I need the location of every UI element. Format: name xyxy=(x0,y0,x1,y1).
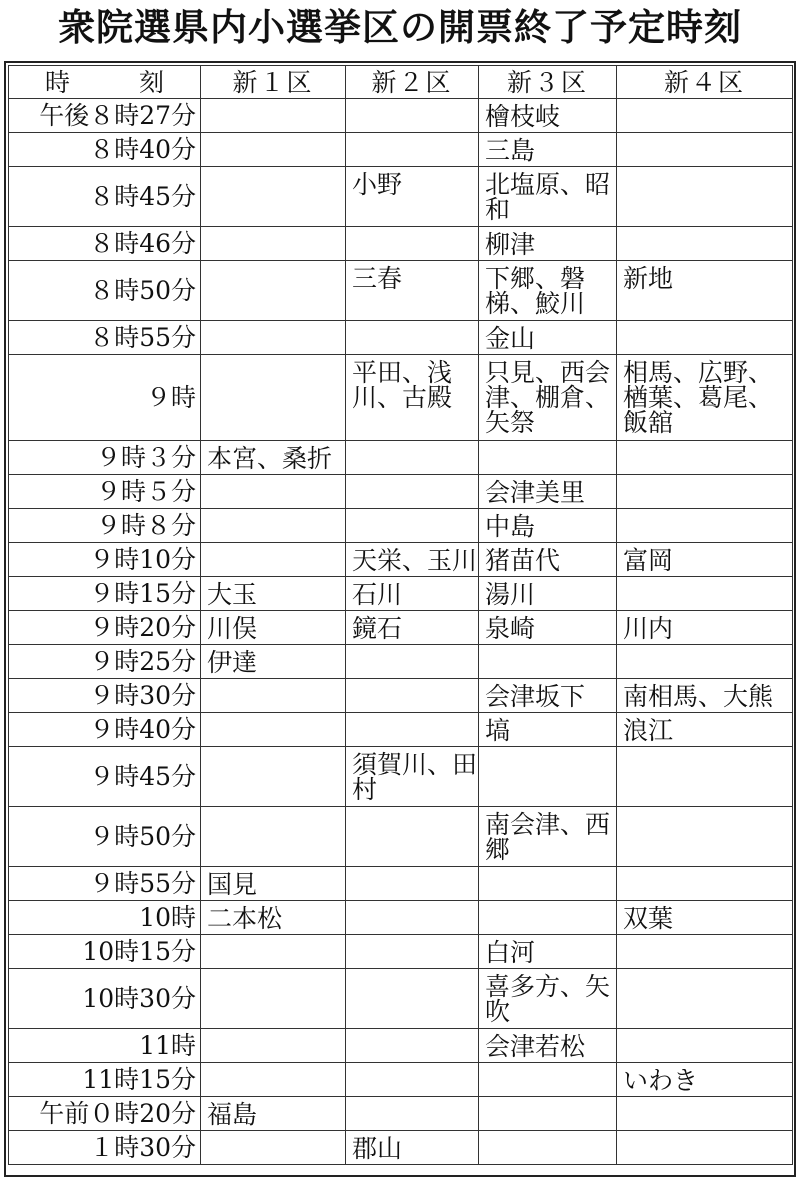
time-cell: ８時45分 xyxy=(9,167,201,227)
district-3-cell xyxy=(479,747,617,807)
district-4-cell xyxy=(617,475,793,509)
table-row xyxy=(9,1029,793,1063)
district-1-cell xyxy=(201,1029,346,1063)
district-4-cell: 富岡 xyxy=(617,543,793,577)
district-4-cell xyxy=(617,747,793,807)
table-row xyxy=(9,441,793,475)
district-4-cell xyxy=(617,321,793,355)
header-district-1: 新１区 xyxy=(201,66,346,99)
district-3-cell: 柳津 xyxy=(479,227,617,261)
time-cell: ８時50分 xyxy=(9,261,201,321)
district-4-cell xyxy=(617,867,793,901)
time-cell: 11時15分 xyxy=(9,1063,201,1097)
district-1-cell: 川俣 xyxy=(201,611,346,645)
district-1-cell xyxy=(201,713,346,747)
district-2-cell xyxy=(346,807,479,867)
district-2-cell xyxy=(346,321,479,355)
district-1-cell xyxy=(201,355,346,441)
time-cell: 10時15分 xyxy=(9,935,201,969)
district-2-cell xyxy=(346,1029,479,1063)
time-cell: ９時45分 xyxy=(9,747,201,807)
time-cell: 午後８時27分 xyxy=(9,99,201,133)
district-4-cell: 新地 xyxy=(617,261,793,321)
district-3-cell: 泉崎 xyxy=(479,611,617,645)
district-2-cell xyxy=(346,227,479,261)
district-2-cell: 三春 xyxy=(346,261,479,321)
district-4-cell xyxy=(617,167,793,227)
page-title: 衆院選県内小選挙区の開票終了予定時刻 xyxy=(58,6,742,49)
table-row xyxy=(9,167,793,227)
district-1-cell xyxy=(201,261,346,321)
district-3-cell: 喜多方、矢吹 xyxy=(479,969,617,1029)
district-2-cell xyxy=(346,441,479,475)
district-3-cell: 会津坂下 xyxy=(479,679,617,713)
district-2-cell xyxy=(346,99,479,133)
district-2-cell xyxy=(346,867,479,901)
time-cell: ９時55分 xyxy=(9,867,201,901)
district-1-cell xyxy=(201,935,346,969)
district-3-cell: 湯川 xyxy=(479,577,617,611)
table-row xyxy=(9,611,793,645)
time-cell: ８時55分 xyxy=(9,321,201,355)
time-cell: ９時15分 xyxy=(9,577,201,611)
district-4-cell: 南相馬、大熊 xyxy=(617,679,793,713)
district-2-cell: 天栄、玉川 xyxy=(346,543,479,577)
district-1-cell: 二本松 xyxy=(201,901,346,935)
table-row xyxy=(9,901,793,935)
district-1-cell: 本宮、桑折 xyxy=(201,441,346,475)
table-row xyxy=(9,713,793,747)
district-2-cell xyxy=(346,713,479,747)
district-3-cell: 下郷、磐梯、鮫川 xyxy=(479,261,617,321)
district-3-cell xyxy=(479,1097,617,1131)
time-cell: ９時 xyxy=(9,355,201,441)
district-1-cell xyxy=(201,475,346,509)
table-row xyxy=(9,577,793,611)
district-4-cell xyxy=(617,807,793,867)
table-row xyxy=(9,321,793,355)
district-4-cell xyxy=(617,1131,793,1165)
time-cell: ９時５分 xyxy=(9,475,201,509)
district-3-cell: 北塩原、昭和 xyxy=(479,167,617,227)
district-4-cell xyxy=(617,227,793,261)
district-4-cell xyxy=(617,969,793,1029)
district-3-cell: 猪苗代 xyxy=(479,543,617,577)
district-3-cell xyxy=(479,1131,617,1165)
table-row xyxy=(9,261,793,321)
time-cell: ９時10分 xyxy=(9,543,201,577)
district-2-cell xyxy=(346,935,479,969)
district-1-cell xyxy=(201,1131,346,1165)
table-row xyxy=(9,679,793,713)
table-row xyxy=(9,543,793,577)
district-4-cell xyxy=(617,441,793,475)
district-4-cell xyxy=(617,133,793,167)
district-4-cell: 双葉 xyxy=(617,901,793,935)
district-2-cell: 平田、浅川、古殿 xyxy=(346,355,479,441)
district-4-cell xyxy=(617,645,793,679)
district-1-cell xyxy=(201,509,346,543)
district-3-cell xyxy=(479,1063,617,1097)
table-row xyxy=(9,807,793,867)
district-3-cell: 中島 xyxy=(479,509,617,543)
district-4-cell xyxy=(617,1097,793,1131)
time-cell: ９時20分 xyxy=(9,611,201,645)
header-district-3: 新３区 xyxy=(479,66,617,99)
district-4-cell xyxy=(617,509,793,543)
district-1-cell xyxy=(201,99,346,133)
district-1-cell xyxy=(201,747,346,807)
time-cell: 10時30分 xyxy=(9,969,201,1029)
time-cell: 11時 xyxy=(9,1029,201,1063)
district-2-cell xyxy=(346,1097,479,1131)
district-2-cell xyxy=(346,645,479,679)
district-1-cell xyxy=(201,321,346,355)
district-1-cell: 伊達 xyxy=(201,645,346,679)
district-3-cell xyxy=(479,867,617,901)
district-1-cell xyxy=(201,969,346,1029)
district-3-cell: 金山 xyxy=(479,321,617,355)
district-4-cell: 相馬、広野、楢葉、葛尾、飯舘 xyxy=(617,355,793,441)
table-row xyxy=(9,99,793,133)
district-3-cell: 会津美里 xyxy=(479,475,617,509)
district-2-cell: 須賀川、田村 xyxy=(346,747,479,807)
district-1-cell xyxy=(201,543,346,577)
table-row xyxy=(9,867,793,901)
time-cell: ９時40分 xyxy=(9,713,201,747)
district-2-cell xyxy=(346,1063,479,1097)
district-2-cell xyxy=(346,901,479,935)
district-2-cell: 石川 xyxy=(346,577,479,611)
district-4-cell xyxy=(617,935,793,969)
time-cell: ８時46分 xyxy=(9,227,201,261)
district-4-cell: いわき xyxy=(617,1063,793,1097)
district-4-cell xyxy=(617,577,793,611)
table-row xyxy=(9,227,793,261)
time-cell: 午前０時20分 xyxy=(9,1097,201,1131)
district-2-cell: 鏡石 xyxy=(346,611,479,645)
district-1-cell: 大玉 xyxy=(201,577,346,611)
time-cell: ９時３分 xyxy=(9,441,201,475)
district-4-cell xyxy=(617,1029,793,1063)
district-2-cell xyxy=(346,133,479,167)
district-3-cell: 塙 xyxy=(479,713,617,747)
table-row xyxy=(9,133,793,167)
time-cell: ９時30分 xyxy=(9,679,201,713)
district-2-cell xyxy=(346,475,479,509)
district-2-cell xyxy=(346,969,479,1029)
district-3-cell: 南会津、西郷 xyxy=(479,807,617,867)
district-2-cell xyxy=(346,679,479,713)
district-2-cell: 小野 xyxy=(346,167,479,227)
district-2-cell: 郡山 xyxy=(346,1131,479,1165)
time-cell: ９時25分 xyxy=(9,645,201,679)
district-3-cell xyxy=(479,441,617,475)
header-district-4: 新４区 xyxy=(617,66,793,99)
counting-schedule-table xyxy=(8,65,793,1165)
district-4-cell xyxy=(617,99,793,133)
district-3-cell: 三島 xyxy=(479,133,617,167)
table-row xyxy=(9,1097,793,1131)
district-3-cell: 只見、西会津、棚倉、矢祭 xyxy=(479,355,617,441)
time-cell: 10時 xyxy=(9,901,201,935)
header-time: 時 刻 xyxy=(9,66,201,99)
header-row xyxy=(9,66,793,99)
time-cell: ８時40分 xyxy=(9,133,201,167)
district-1-cell xyxy=(201,167,346,227)
district-3-cell xyxy=(479,645,617,679)
table-row xyxy=(9,935,793,969)
table-row xyxy=(9,475,793,509)
district-1-cell: 国見 xyxy=(201,867,346,901)
table-row xyxy=(9,645,793,679)
district-4-cell: 川内 xyxy=(617,611,793,645)
header-district-2: 新２区 xyxy=(346,66,479,99)
district-3-cell: 白河 xyxy=(479,935,617,969)
district-1-cell xyxy=(201,1063,346,1097)
time-cell: ９時50分 xyxy=(9,807,201,867)
district-3-cell: 檜枝岐 xyxy=(479,99,617,133)
district-1-cell xyxy=(201,679,346,713)
district-3-cell xyxy=(479,901,617,935)
table-row xyxy=(9,969,793,1029)
time-cell: ９時８分 xyxy=(9,509,201,543)
district-2-cell xyxy=(346,509,479,543)
table-row xyxy=(9,1131,793,1165)
district-4-cell: 浪江 xyxy=(617,713,793,747)
table-row xyxy=(9,747,793,807)
table-row xyxy=(9,355,793,441)
table-row xyxy=(9,509,793,543)
district-1-cell: 福島 xyxy=(201,1097,346,1131)
time-cell: １時30分 xyxy=(9,1131,201,1165)
district-1-cell xyxy=(201,807,346,867)
district-3-cell: 会津若松 xyxy=(479,1029,617,1063)
district-1-cell xyxy=(201,227,346,261)
district-1-cell xyxy=(201,133,346,167)
table-row xyxy=(9,1063,793,1097)
